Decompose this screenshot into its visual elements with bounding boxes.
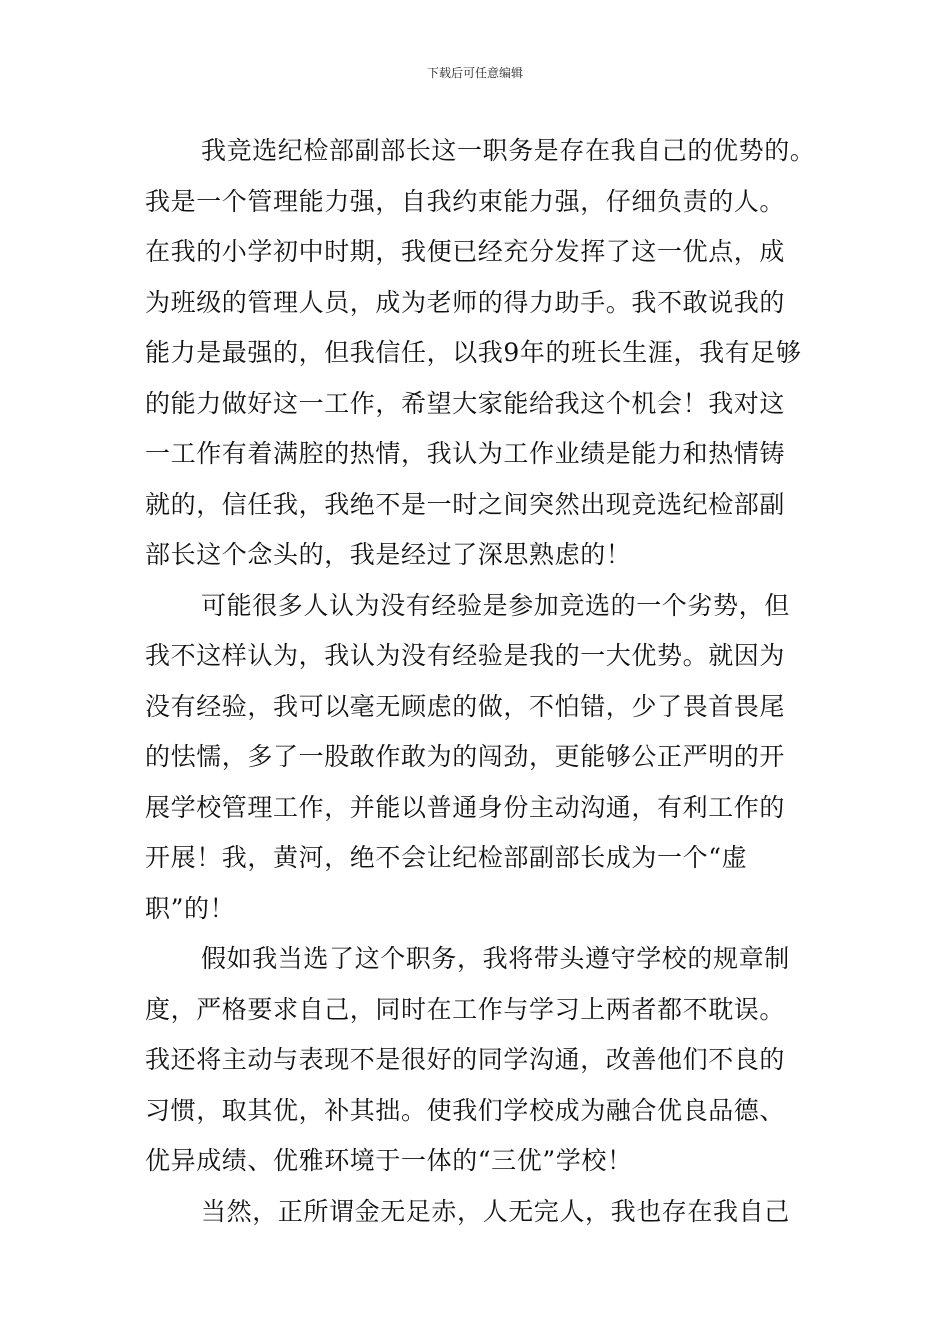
document-body xyxy=(145,126,815,1237)
text-line: 习惯，取其优，补其拙。使我们学校成为融合优良品德、 xyxy=(145,1095,786,1125)
text-line: 优异成绩、优雅环境于一体的“三优”学校！ xyxy=(145,1146,633,1175)
page-header: 下载后可任意编辑 xyxy=(426,66,523,80)
text-line: 展学校管理工作，并能以普通身份主动沟通，有利工作的 xyxy=(145,792,786,822)
text-line: 假如我当选了这个职务，我将带头遵守学校的规章制 xyxy=(201,944,790,973)
text-line: 我不这样认为，我认为没有经验是我的一大优势。就因为 xyxy=(145,641,786,670)
text-line: 开展！我，黄河，绝不会让纪检部副部长成为一个“虚 xyxy=(145,843,748,872)
text-line: 部长这个念头的，我是经过了深思熟虑的！ xyxy=(145,540,632,569)
text-line: 一工作有着满腔的热情，我认为工作业绩是能力和热情铸 xyxy=(145,439,786,468)
text-line: 为班级的管理人员，成为老师的得力助手。我不敢说我的 xyxy=(145,287,786,317)
text-line: 的怯懦，多了一股敢作敢为的闯劲，更能够公正严明的开 xyxy=(145,742,786,771)
text-line: 当然，正所谓金无足赤，人无完人，我也存在我自己 xyxy=(201,1196,790,1226)
text-line: 能力是最强的，但我信任，以我9年的班长生涯，我有足够 xyxy=(145,338,802,367)
text-line: 我是一个管理能力强，自我约束能力强，仔细负责的人。 xyxy=(145,186,786,216)
text-line: 就的，信任我，我绝不是一时之间突然出现竞选纪检部副 xyxy=(145,489,786,519)
text-line: 我还将主动与表现不是很好的同学沟通，改善他们不良的 xyxy=(145,1045,786,1074)
text-line: 度，严格要求自己，同时在工作与学习上两者都不耽误。 xyxy=(145,994,786,1024)
text-line: 的能力做好这一工作，希望大家能给我这个机会！我对这 xyxy=(145,388,786,418)
text-line: 职”的！ xyxy=(145,893,236,923)
text-line: 我竞选纪检部副部长这一职务是存在我自己的优势的。 xyxy=(201,136,816,165)
text-line: 没有经验，我可以毫无顾虑的做，不怕错，少了畏首畏尾 xyxy=(145,691,786,721)
text-line: 可能很多人认为没有经验是参加竞选的一个劣势，但 xyxy=(201,590,790,620)
text-line: 在我的小学初中时期，我便已经充分发挥了这一优点，成 xyxy=(145,237,786,266)
